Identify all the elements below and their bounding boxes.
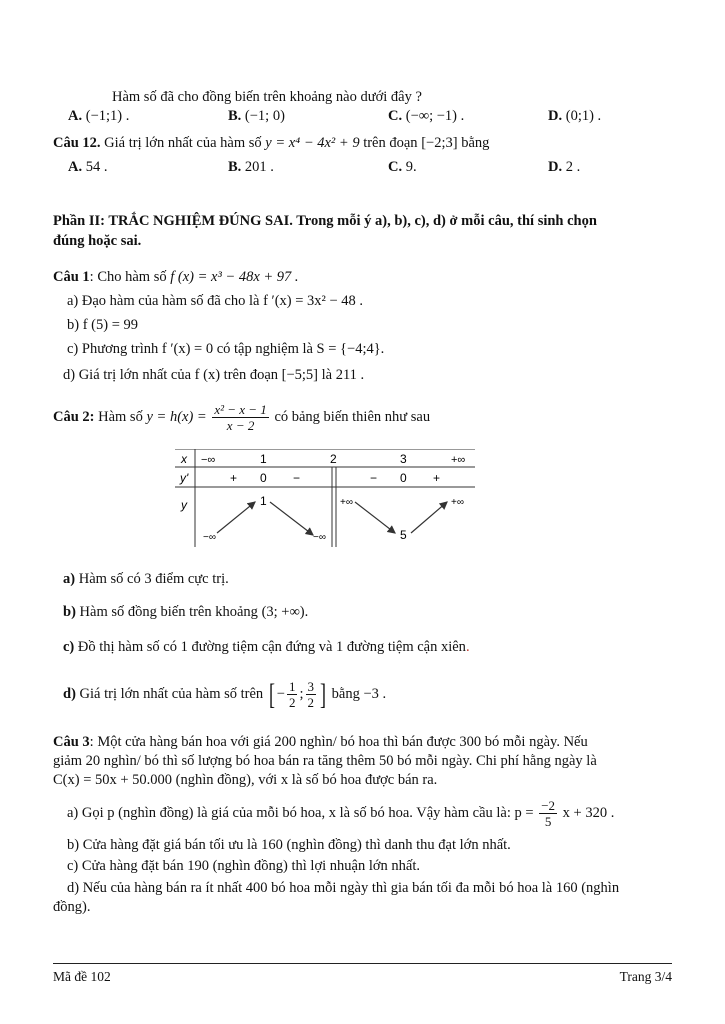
c2-statement-b: b) Hàm số đồng biến trên khoảng (3; +∞). bbox=[63, 604, 309, 620]
c3-statement-c: c) Cửa hàng đặt bán 190 (nghìn đồng) thì lợi nhuận lớn nhất. bbox=[67, 858, 421, 874]
c2-statement-d: d) Giá trị lớn nhất của hàm số trên [ − $\frac{1}{2}$ ; $\frac{3}{2}$ ] bằng −3 . bbox=[63, 677, 387, 711]
q11-stem: Hàm số đã cho đồng biến trên khoảng nào dưới đây ? bbox=[112, 89, 422, 105]
dy-sign-4: − bbox=[370, 471, 378, 485]
arrow-down-2 bbox=[355, 502, 395, 533]
c1-stem: Câu 1: Cho hàm số f (x) = x³ − 48x + 97 . bbox=[53, 269, 299, 285]
arrow-up-2 bbox=[411, 502, 447, 533]
q12-option-b: B. 201 . bbox=[228, 159, 274, 175]
dy-sign-1: + bbox=[230, 471, 238, 485]
x-val-neg-inf: −∞ bbox=[201, 454, 216, 466]
q11-option-d: D. (0;1) . bbox=[548, 108, 602, 124]
q11-option-b: B. (−1; 0) bbox=[228, 108, 285, 124]
c2-variation-table bbox=[175, 449, 475, 547]
x-val-3: 3 bbox=[400, 452, 407, 466]
x-val-2: 2 bbox=[330, 452, 337, 466]
c3-line1: Câu 3: Một cửa hàng bán hoa với giá 200 nghìn/ bó hoa thì bán được 300 bó mỗi ngày. Nếu bbox=[53, 734, 588, 750]
q12-option-c: C. 9. bbox=[388, 159, 417, 175]
arrow-down-1 bbox=[270, 502, 313, 535]
footer-page-number: Trang 3/4 bbox=[619, 969, 672, 984]
x-val-1: 1 bbox=[260, 452, 267, 466]
c3-line3: C(x) = 50x + 50.000 (nghìn đồng), với x là số bó hoa được bán ra. bbox=[53, 772, 438, 788]
y-right-top: +∞ bbox=[451, 497, 464, 508]
y-mid-top: +∞ bbox=[340, 497, 353, 508]
dy-sign-3: − bbox=[293, 471, 301, 485]
table-y-label: y bbox=[181, 498, 187, 512]
q12-stem: Câu 12. Giá trị lớn nhất của hàm số y = x⁴ − 4x² + 9 trên đoạn [−2;3] bằng bbox=[53, 135, 490, 151]
dy-sign-5: 0 bbox=[400, 471, 407, 485]
part2-heading-line1: Phần II: TRẮC NGHIỆM ĐÚNG SAI. Trong mỗi ý a), b), c), d) ở mỗi câu, thí sinh chọn bbox=[53, 213, 597, 229]
x-val-pos-inf: +∞ bbox=[451, 454, 466, 466]
dy-sign-6: + bbox=[433, 471, 441, 485]
c3-statement-a: a) Gọi p (nghìn đồng) là giá của mỗi bó hoa, x là số bó hoa. Vậy hàm cầu là: p = $\frac{-2}{5}$ x + 320 . bbox=[67, 798, 615, 830]
c2-stem: Câu 2: Hàm số y = h(x) = $\frac{\text{x² − x − 1}}{x - 2}$ có bảng biến thiên như sau bbox=[53, 402, 431, 434]
q11-option-a: A. (−1;1) . bbox=[68, 108, 130, 124]
y-peak: 1 bbox=[260, 494, 267, 508]
footer-exam-code: Mã đề 102 bbox=[53, 969, 111, 984]
c3-line2: giảm 20 nghìn/ bó thì số lượng bó hoa bán ra tăng thêm 50 bó mỗi ngày. Chi phí hằng ngày là bbox=[53, 753, 597, 769]
c2-statement-c: c) Đồ thị hàm số có 1 đường tiệm cận đứng và 1 đường tiệm cận xiên. bbox=[63, 639, 470, 655]
arrow-up-1 bbox=[217, 502, 255, 533]
c1-statement-d: d) Giá trị lớn nhất của f (x) trên đoạn [−5;5] là 211 . bbox=[63, 367, 365, 383]
c1-statement-c: c) Phương trình f ′(x) = 0 có tập nghiệm là S = {−4;4}. bbox=[67, 341, 385, 357]
c2-statement-a: a) Hàm số có 3 điểm cực trị. bbox=[63, 571, 229, 587]
y-valley: 5 bbox=[400, 528, 407, 542]
c2-function-fraction: $\frac{\text{x² − x − 1}}{x - 2}$ bbox=[214, 402, 267, 434]
c3-statement-d-line2: đồng). bbox=[53, 899, 91, 915]
y-mid-bottom: −∞ bbox=[313, 532, 326, 543]
dy-sign-2: 0 bbox=[260, 471, 267, 485]
q12-option-d: D. 2 . bbox=[548, 159, 581, 175]
c3-statement-d-line1: d) Nếu của hàng bán ra ít nhất 400 bó hoa mỗi ngày thì gia bán tối đa mỗi bó hoa là 160 (nghìn bbox=[67, 880, 620, 896]
footer-divider bbox=[53, 963, 672, 964]
c3-statement-b: b) Cửa hàng đặt giá bán tối ưu là 160 (nghìn đồng) thì danh thu đạt lớn nhất. bbox=[67, 837, 511, 853]
table-dy-label: y' bbox=[180, 471, 189, 485]
y-left-bottom: −∞ bbox=[203, 532, 216, 543]
q11-option-c: C. (−∞; −1) . bbox=[388, 108, 465, 124]
part2-heading-line2: đúng hoặc sai. bbox=[53, 233, 142, 249]
c1-statement-b: b) f (5) = 99 bbox=[67, 317, 138, 333]
q12-option-a: A. 54 . bbox=[68, 159, 108, 175]
table-x-label: x bbox=[181, 452, 187, 466]
c1-statement-a: a) Đạo hàm của hàm số đã cho là f ′(x) = 3x² − 48 . bbox=[67, 293, 364, 309]
